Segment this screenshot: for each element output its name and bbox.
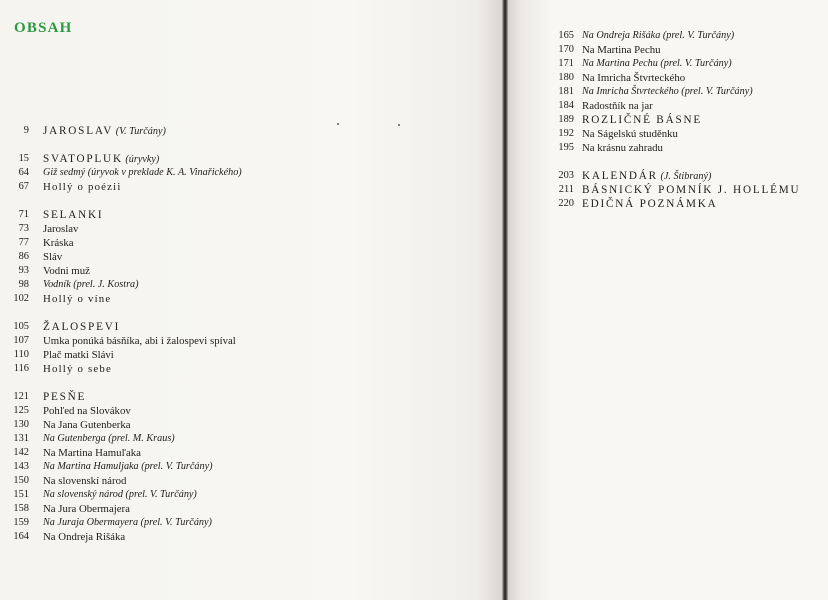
- toc-entry: [3, 460, 453, 474]
- toc-entry: [3, 474, 453, 488]
- toc-entry: [3, 180, 453, 194]
- entry-title: Na krásnu zahradu: [582, 142, 663, 154]
- toc-entry: [3, 334, 453, 348]
- toc-entry: [548, 71, 818, 85]
- toc-entry: [3, 362, 453, 376]
- entry-title: Na Imricha Štvrteckého (prel. V. Turčány): [582, 86, 753, 97]
- page-number: 164: [13, 531, 29, 542]
- page-number: 86: [18, 251, 29, 262]
- entry-title: [582, 113, 702, 127]
- entry-title: Na Martina Pechu: [582, 44, 661, 56]
- entry-title: Vodni muž: [43, 265, 90, 277]
- page-number: 64: [18, 167, 29, 178]
- page-number: 98: [18, 279, 29, 290]
- page-number: 158: [13, 503, 29, 514]
- page-number: 171: [558, 58, 574, 69]
- page-number: 93: [18, 265, 29, 276]
- page-number: 195: [558, 142, 574, 153]
- entry-title: [43, 390, 86, 404]
- toc-entry: [548, 113, 818, 127]
- page-number: 105: [13, 321, 29, 332]
- section-credit: (J. Štibraný): [657, 171, 712, 182]
- page-number: 71: [18, 209, 29, 220]
- toc-entry: [548, 99, 818, 113]
- page-number: 170: [558, 44, 574, 55]
- toc-entry: [548, 141, 818, 155]
- entry-title: Na Martina Hamuljaka (prel. V. Turčány): [43, 461, 213, 472]
- page-number: 107: [13, 335, 29, 346]
- toc-entry: [3, 530, 453, 544]
- entry-title: Radostňík na jar: [582, 100, 653, 112]
- toc-entry: [3, 278, 453, 292]
- section-title: PESŇE: [43, 391, 87, 403]
- toc-entry: [3, 222, 453, 236]
- page-number: 150: [13, 475, 29, 486]
- page-number: 73: [18, 223, 29, 234]
- page-number: 159: [13, 517, 29, 528]
- toc-entry: [3, 446, 453, 460]
- entry-title: [582, 197, 717, 211]
- entry-title: Na slovenskí národ: [43, 475, 127, 487]
- entry-title: [43, 320, 120, 334]
- page-number: 142: [13, 447, 29, 458]
- page-number: 165: [558, 30, 574, 41]
- toc-entry: [3, 516, 453, 530]
- toc-entry: [3, 488, 453, 502]
- toc-entry: [3, 348, 453, 362]
- entry-title: Na slovenský národ (prel. V. Turčány): [43, 489, 197, 500]
- entry-title: Na Ondreja Rišáka (prel. V. Turčány): [582, 30, 735, 41]
- toc-entry: [548, 29, 818, 43]
- page-number: 9: [23, 125, 29, 136]
- entry-title: [43, 124, 166, 139]
- entry-title: [582, 183, 800, 197]
- toc-entry: [3, 208, 453, 222]
- toc-entry: [548, 43, 818, 57]
- section-title: ŽALOSPEVI: [43, 321, 121, 333]
- page-number: 181: [558, 86, 574, 97]
- toc-entry: [3, 152, 453, 166]
- section-credit: (úryvky): [122, 154, 160, 165]
- toc-entry: [3, 124, 453, 138]
- toc-entry: [3, 390, 453, 404]
- entry-title: Jaroslav: [43, 223, 79, 235]
- entry-title: Hollý o poézii: [43, 181, 122, 193]
- page-number: 184: [558, 100, 574, 111]
- entry-title: Vodník (prel. J. Kostra): [43, 279, 139, 290]
- page-number: 102: [13, 293, 29, 304]
- entry-title: Kráska: [43, 237, 74, 249]
- section-credit: (V. Turčány): [113, 126, 166, 137]
- page-number: 203: [558, 170, 574, 181]
- entry-title: Na Ondreja Rišáka: [43, 531, 126, 543]
- entry-title: Na Imricha Štvrteckého: [582, 72, 686, 84]
- page-number: 220: [558, 198, 574, 209]
- entry-title: Pohľed na Slovákov: [43, 405, 131, 417]
- toc-entry: [3, 292, 453, 306]
- entry-title: Hollý o sebe: [43, 363, 112, 375]
- section-title: JAROSLAV: [43, 125, 114, 137]
- section-title: SVATOPLUK: [43, 153, 123, 165]
- page-number: 131: [13, 433, 29, 444]
- entry-title: Na Juraja Obermayera (prel. V. Turčány): [43, 517, 212, 528]
- toc-entry: [548, 127, 818, 141]
- toc-entry: [548, 197, 818, 211]
- section-title: KALENDÁR: [582, 170, 658, 182]
- page-number: 110: [13, 349, 29, 360]
- page-number: 189: [558, 114, 574, 125]
- toc-entry: [3, 250, 453, 264]
- entry-title: [582, 169, 711, 184]
- paper-speck: [398, 124, 400, 126]
- page-number: 77: [18, 237, 29, 248]
- toc-heading: OBSAH: [14, 20, 73, 36]
- toc-entry: [3, 320, 453, 334]
- toc-entry: [548, 169, 818, 183]
- toc-entry: [3, 264, 453, 278]
- page-number: 211: [558, 184, 574, 195]
- section-title: EDIČNÁ POZNÁMKA: [582, 198, 718, 210]
- section-title: ROZLIČNÉ BÁSNE: [582, 114, 702, 126]
- toc-entry: [3, 432, 453, 446]
- entry-title: Na Martina Hamuľaka: [43, 447, 141, 459]
- page-number: 192: [558, 128, 574, 139]
- toc-entry: [548, 85, 818, 99]
- entry-title: Na Ságelskú studěnku: [582, 128, 678, 140]
- page-number: 180: [558, 72, 574, 83]
- toc-entry: [3, 418, 453, 432]
- entry-title: Na Jura Obermajera: [43, 503, 130, 515]
- toc-entry: [548, 57, 818, 71]
- toc-entry: [3, 236, 453, 250]
- page-number: 151: [13, 489, 29, 500]
- toc-entry: [3, 166, 453, 180]
- page-number: 116: [13, 363, 29, 374]
- entry-title: [43, 208, 103, 222]
- right-page: [508, 0, 828, 600]
- toc-entry: [3, 502, 453, 516]
- toc-entry: [548, 183, 818, 197]
- page-number: 15: [18, 153, 29, 164]
- page-number: 121: [13, 391, 29, 402]
- entry-title: Na Jana Gutenberka: [43, 419, 131, 431]
- entry-title: Giž sedmý (úryvok v preklade K. A. Vinařického): [43, 167, 242, 178]
- entry-title: Hollý o víne: [43, 293, 112, 305]
- entry-title: Umka ponúká básňíka, abi i žalospevi spíval: [43, 335, 236, 347]
- page-number: 125: [13, 405, 29, 416]
- paper-speck: [337, 123, 339, 125]
- toc-entry: [3, 404, 453, 418]
- section-title: SELANKI: [43, 209, 104, 221]
- entry-title: Sláv: [43, 251, 63, 263]
- page-number: 130: [13, 419, 29, 430]
- page-number: 67: [18, 181, 29, 192]
- page-number: 143: [13, 461, 29, 472]
- entry-title: Na Gutenberga (prel. M. Kraus): [43, 433, 175, 444]
- entry-title: Na Martina Pechu (prel. V. Turčány): [582, 58, 732, 69]
- entry-title: Plač matki Slávi: [43, 349, 114, 361]
- section-title: BÁSNICKÝ POMNÍK J. HOLLÉMU: [582, 184, 801, 196]
- entry-title: [43, 152, 159, 167]
